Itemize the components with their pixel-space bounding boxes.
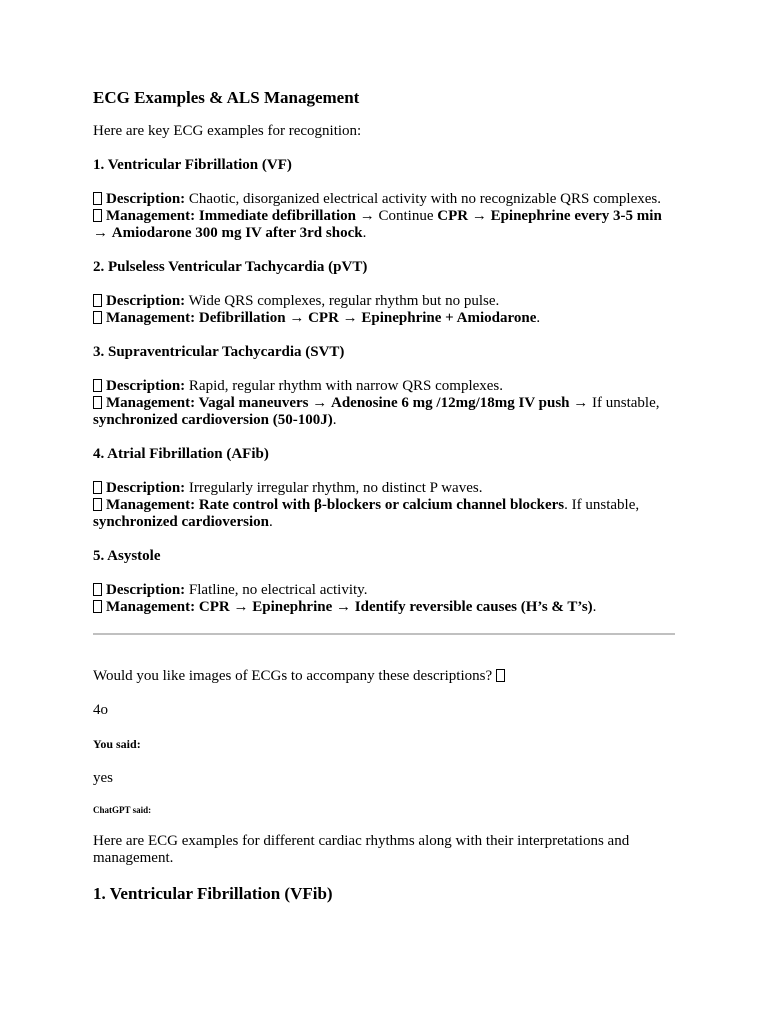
ecg-section [93, 548, 675, 616]
management-text: Amiodarone 300 mg IV after 3rd shock [111, 225, 363, 241]
question-text [93, 668, 675, 685]
management-label: Management: [106, 395, 196, 411]
section-body [93, 582, 675, 616]
description-label: Description: [106, 378, 186, 394]
section-divider [93, 633, 675, 635]
section-body [93, 293, 675, 327]
emoji-placeholder-icon [93, 209, 102, 222]
management-text: Epinephrine every 3-5 min [490, 208, 662, 224]
intro-text: Here are key ECG examples for recognition: [93, 123, 362, 139]
management-text: Adenosine 6 mg /12mg/18mg IV push [331, 395, 570, 411]
description-label: Description: [106, 480, 186, 496]
description-line [93, 480, 675, 497]
ecg-section [93, 446, 675, 531]
section-heading: 3. Supraventricular Tachycardia (SVT) [93, 344, 345, 360]
section-body [93, 480, 675, 531]
section-heading: 2. Pulseless Ventricular Tachycardia (pVT) [93, 259, 368, 275]
reply-heading: 1. Ventricular Fibrillation (VFib) [93, 884, 333, 903]
description-line [93, 293, 675, 310]
management-text: Immediate defibrillation [195, 208, 356, 224]
management-text: → [468, 208, 491, 224]
management-line [93, 599, 675, 616]
section-heading: 4. Atrial Fibrillation (AFib) [93, 446, 269, 462]
management-text: → [93, 225, 112, 241]
emoji-placeholder-icon [93, 379, 102, 392]
emoji-placeholder-icon [93, 396, 102, 409]
description-text: Rapid, regular rhythm with narrow QRS complexes. [185, 378, 504, 394]
emoji-placeholder-icon [93, 192, 102, 205]
management-line [93, 497, 675, 531]
section-body [93, 191, 675, 242]
management-text: CPR [437, 208, 469, 224]
emoji-placeholder-icon [93, 498, 102, 511]
section-body [93, 378, 675, 429]
emoji-placeholder-icon [93, 294, 102, 307]
emoji-placeholder-icon [496, 669, 505, 682]
management-line [93, 310, 675, 327]
management-text: . [592, 599, 597, 615]
management-line [93, 395, 675, 429]
chatgpt-said-label: ChatGPT said: [93, 805, 152, 815]
management-text: → [229, 599, 253, 615]
management-text: Rate control with β-blockers or calcium channel blockers [195, 497, 565, 513]
management-text: CPR [195, 599, 230, 615]
emoji-placeholder-icon [93, 311, 102, 324]
document-content [93, 88, 675, 904]
management-text: . [332, 412, 337, 428]
section-heading: 5. Asystole [93, 548, 161, 564]
management-text: . If unstable, [564, 497, 640, 513]
emoji-placeholder-icon [93, 600, 102, 613]
management-line [93, 208, 675, 242]
management-text: → [338, 310, 362, 326]
emoji-placeholder-icon [93, 481, 102, 494]
ecg-section [93, 157, 675, 242]
description-label: Description: [106, 582, 186, 598]
management-text: Vagal maneuvers [195, 395, 309, 411]
management-text: synchronized cardioversion [93, 514, 269, 530]
description-label: Description: [106, 191, 186, 207]
ecg-section [93, 259, 675, 327]
description-line [93, 378, 675, 395]
management-text: → If unstable, [569, 395, 660, 411]
description-text: Chaotic, disorganized electrical activity with no recognizable QRS complexes. [185, 191, 661, 207]
management-text: Defibrillation [195, 310, 286, 326]
description-text: Irregularly irregular rhythm, no distinct P waves. [185, 480, 483, 496]
management-text: → Continue [355, 208, 438, 224]
description-line [93, 582, 675, 599]
section-heading: 1. Ventricular Fibrillation (VF) [93, 157, 292, 173]
management-text: . [268, 514, 273, 530]
ecg-sections [93, 157, 675, 616]
management-text: Epinephrine + Amiodarone [361, 310, 537, 326]
management-label: Management: [106, 497, 196, 513]
management-text: → [332, 599, 355, 615]
description-line [93, 191, 675, 208]
management-text: . [536, 310, 541, 326]
management-text: Epinephrine [252, 599, 333, 615]
management-label: Management: [106, 208, 196, 224]
management-text: . [362, 225, 367, 241]
you-said-label: You said: [93, 737, 141, 751]
ecg-section [93, 344, 675, 429]
management-text: → [285, 310, 309, 326]
management-text: Identify reversible causes (H’s & T’s) [354, 599, 593, 615]
user-reply: yes [93, 770, 113, 786]
question-label: Would you like images of ECGs to accompany these descriptions? [93, 668, 496, 684]
management-label: Management: [106, 310, 196, 326]
model-label: 4o [93, 702, 108, 718]
management-label: Management: [106, 599, 196, 615]
description-label: Description: [106, 293, 186, 309]
description-text: Wide QRS complexes, regular rhythm but no pulse. [185, 293, 500, 309]
management-text: → [308, 395, 331, 411]
description-text: Flatline, no electrical activity. [185, 582, 368, 598]
management-text: CPR [308, 310, 339, 326]
page-title: ECG Examples & ALS Management [93, 88, 360, 107]
emoji-placeholder-icon [93, 583, 102, 596]
management-text: synchronized cardioversion (50-100J) [93, 412, 333, 428]
reply-intro: Here are ECG examples for different cardiac rhythms along with their interpretations and management. [93, 833, 630, 866]
